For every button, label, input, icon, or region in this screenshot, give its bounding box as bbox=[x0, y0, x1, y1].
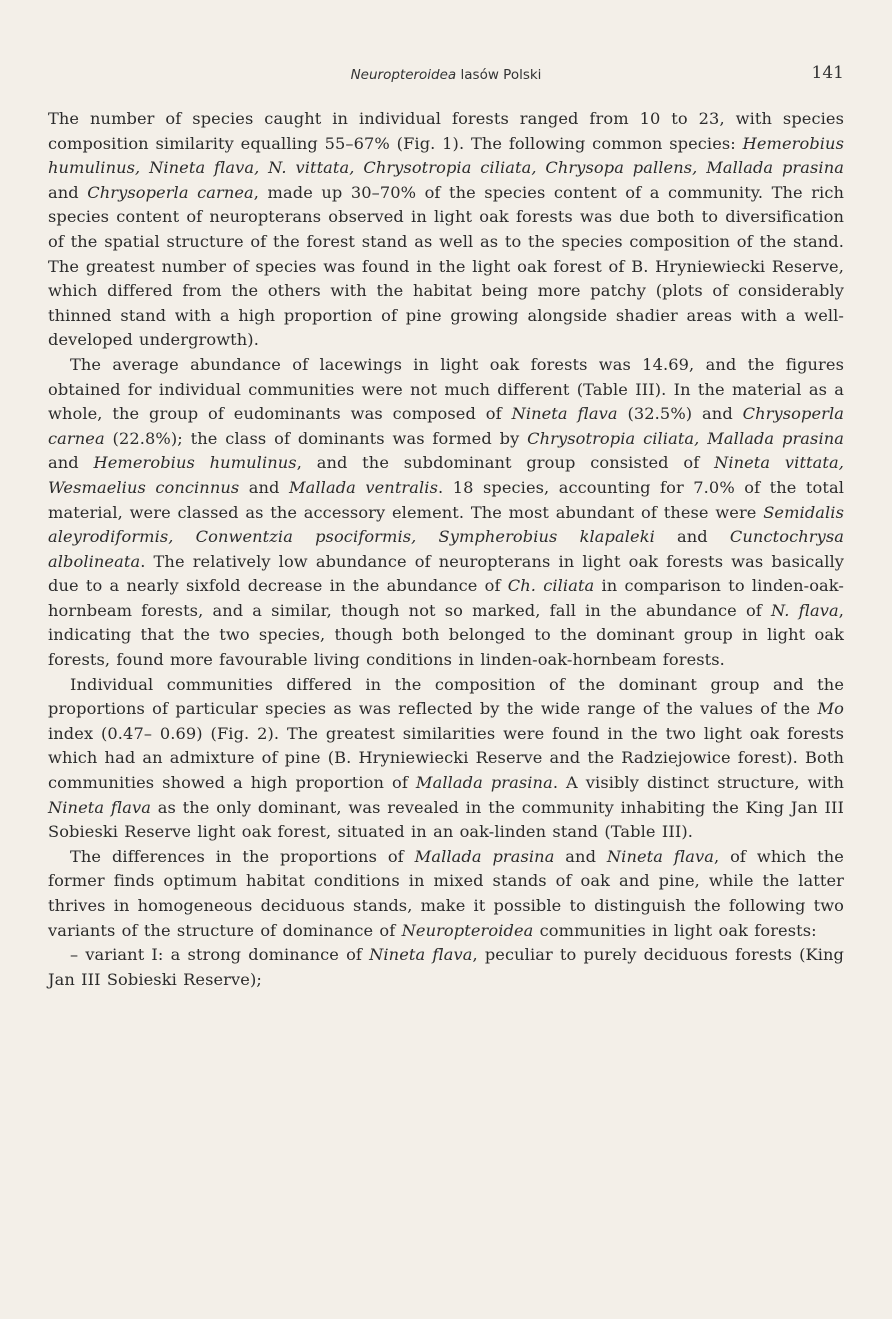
italic-run: Semidalis aleyrodiformis, Conwentzia psociformis, Sympherobius klapaleki bbox=[48, 502, 844, 547]
text-run: , peculiar to purely deciduous forests (King Jan III Sobieski Reserve); bbox=[48, 945, 844, 989]
italic-run: Ch. ciliata bbox=[507, 576, 595, 596]
page-header bbox=[48, 63, 844, 87]
italic-run: N. flava bbox=[771, 600, 839, 620]
italic-run: Chrysoperla carnea bbox=[48, 404, 844, 448]
italic-run: Hemerobius humulinus, Nineta flava, N. vittata, Chrysotropia ciliata, Chrysopa pallens, Mallada prasina bbox=[48, 133, 844, 178]
running-title-italic: Neuropteroidea bbox=[350, 67, 457, 83]
text-run: , indicating that the two species, though both belonged to the dominant group in light oak forests, found more favourable living conditions in linden-oak-hornbeam forests. bbox=[48, 600, 844, 670]
paragraph-2 bbox=[48, 353, 844, 673]
text-run: – variant I: a strong dominance of bbox=[70, 945, 370, 965]
italic-run: Mo bbox=[817, 699, 844, 719]
body-text bbox=[48, 107, 844, 992]
paragraph-list-item-variant-1 bbox=[48, 943, 844, 992]
running-title bbox=[48, 67, 844, 83]
italic-run: Cunctochrysa albolineata bbox=[48, 527, 845, 571]
paragraph-3 bbox=[48, 673, 844, 845]
italic-run: Mallada prasina bbox=[414, 846, 555, 866]
text-run: The average abundance of lacewings in light oak forests was 14.69, and the figures obtained for individual communities were not much different (Table III). In the material as a whole, the group of eudominants was composed of bbox=[48, 354, 844, 424]
text-run: in comparison to linden-oak-hornbeam forests, and a similar, though not so marked, fall in the abundance of bbox=[48, 576, 845, 620]
text-run: and bbox=[48, 182, 88, 202]
text-run: and bbox=[554, 846, 607, 866]
italic-run: Mallada prasina bbox=[415, 773, 553, 793]
paragraph-4 bbox=[48, 845, 844, 943]
running-title-rest: lasów Polski bbox=[456, 67, 542, 83]
text-run: . The relatively low abundance of neuropterans in light oak forests was basically due to a nearly sixfold decrease in the abundance of bbox=[48, 551, 844, 596]
italic-run: Nineta flava bbox=[369, 945, 473, 965]
italic-run: Chrysoperla carnea bbox=[87, 182, 254, 202]
text-run: communities in light oak forests: bbox=[533, 920, 817, 940]
text-run: Individual communities differed in the composition of the dominant group and the proportions of particular species as was reflected by the wide range of the values of the bbox=[48, 674, 844, 719]
paragraph-1 bbox=[48, 107, 844, 353]
italic-run: Nineta flava bbox=[511, 404, 618, 424]
text-run: and bbox=[239, 477, 289, 497]
text-run: , of which the former finds optimum habitat conditions in mixed stands of oak and pine, while the latter thrives in homogeneous deciduous stands, make it possible to distinguish the following two variants of the structure of dominance of bbox=[48, 846, 844, 940]
text-run: , and the subdominant group consisted of bbox=[296, 453, 715, 473]
italic-run: Neuropteroidea bbox=[401, 920, 534, 940]
text-run: and bbox=[654, 527, 730, 547]
italic-run: Mallada ventralis bbox=[288, 477, 438, 497]
text-run: The number of species caught in individual forests ranged from 10 to 23, with species composition similarity equalling 55–67% (Fig. 1). The following common species: bbox=[48, 109, 844, 153]
text-run: (32.5%) and bbox=[617, 404, 743, 424]
italic-run: Nineta vittata, Wesmaelius concinnus bbox=[48, 453, 845, 497]
italic-run: Chrysotropia ciliata, Mallada prasina bbox=[527, 428, 845, 448]
text-run: . 18 species, accounting for 7.0% of the total material, were classed as the accessory element. The most abundant of these were bbox=[48, 477, 845, 522]
text-run: (22.8%); the class of dominants was formed by bbox=[104, 428, 528, 448]
text-run: and bbox=[48, 453, 94, 473]
text-run: . A visibly distinct structure, with bbox=[552, 773, 844, 793]
text-run: , made up 30–70% of the species content of a community. The rich species content of neuropterans observed in light oak forests was due both to diversification of the spatial structure of the forest stand as well as to the species composition of the stand. The greatest number of species was found in the light oak forest of B. Hryniewiecki Reserve, which differed from the others with the habitat being more patchy (plots of considerably thinned stand with a high proportion of pine growing alongside shadier areas with a well-developed undergrowth). bbox=[48, 182, 845, 350]
italic-run: Nineta flava bbox=[606, 846, 714, 866]
text-run: The differences in the proportions of bbox=[70, 846, 415, 866]
page-number: 141 bbox=[811, 63, 844, 83]
italic-run: Nineta flava bbox=[48, 797, 151, 817]
italic-run: Hemerobius humulinus bbox=[93, 453, 297, 473]
text-run: as the only dominant, was revealed in the community inhabiting the King Jan III Sobieski Reserve light oak forest, situated in an oak-linden stand (Table III). bbox=[48, 797, 844, 842]
text-run: index (0.47– 0.69) (Fig. 2). The greatest similarities were found in the two light oak forests which had an admixture of pine (B. Hryniewiecki Reserve and the Radziejowice forest). Both communities showed a high proportion of bbox=[48, 723, 844, 793]
